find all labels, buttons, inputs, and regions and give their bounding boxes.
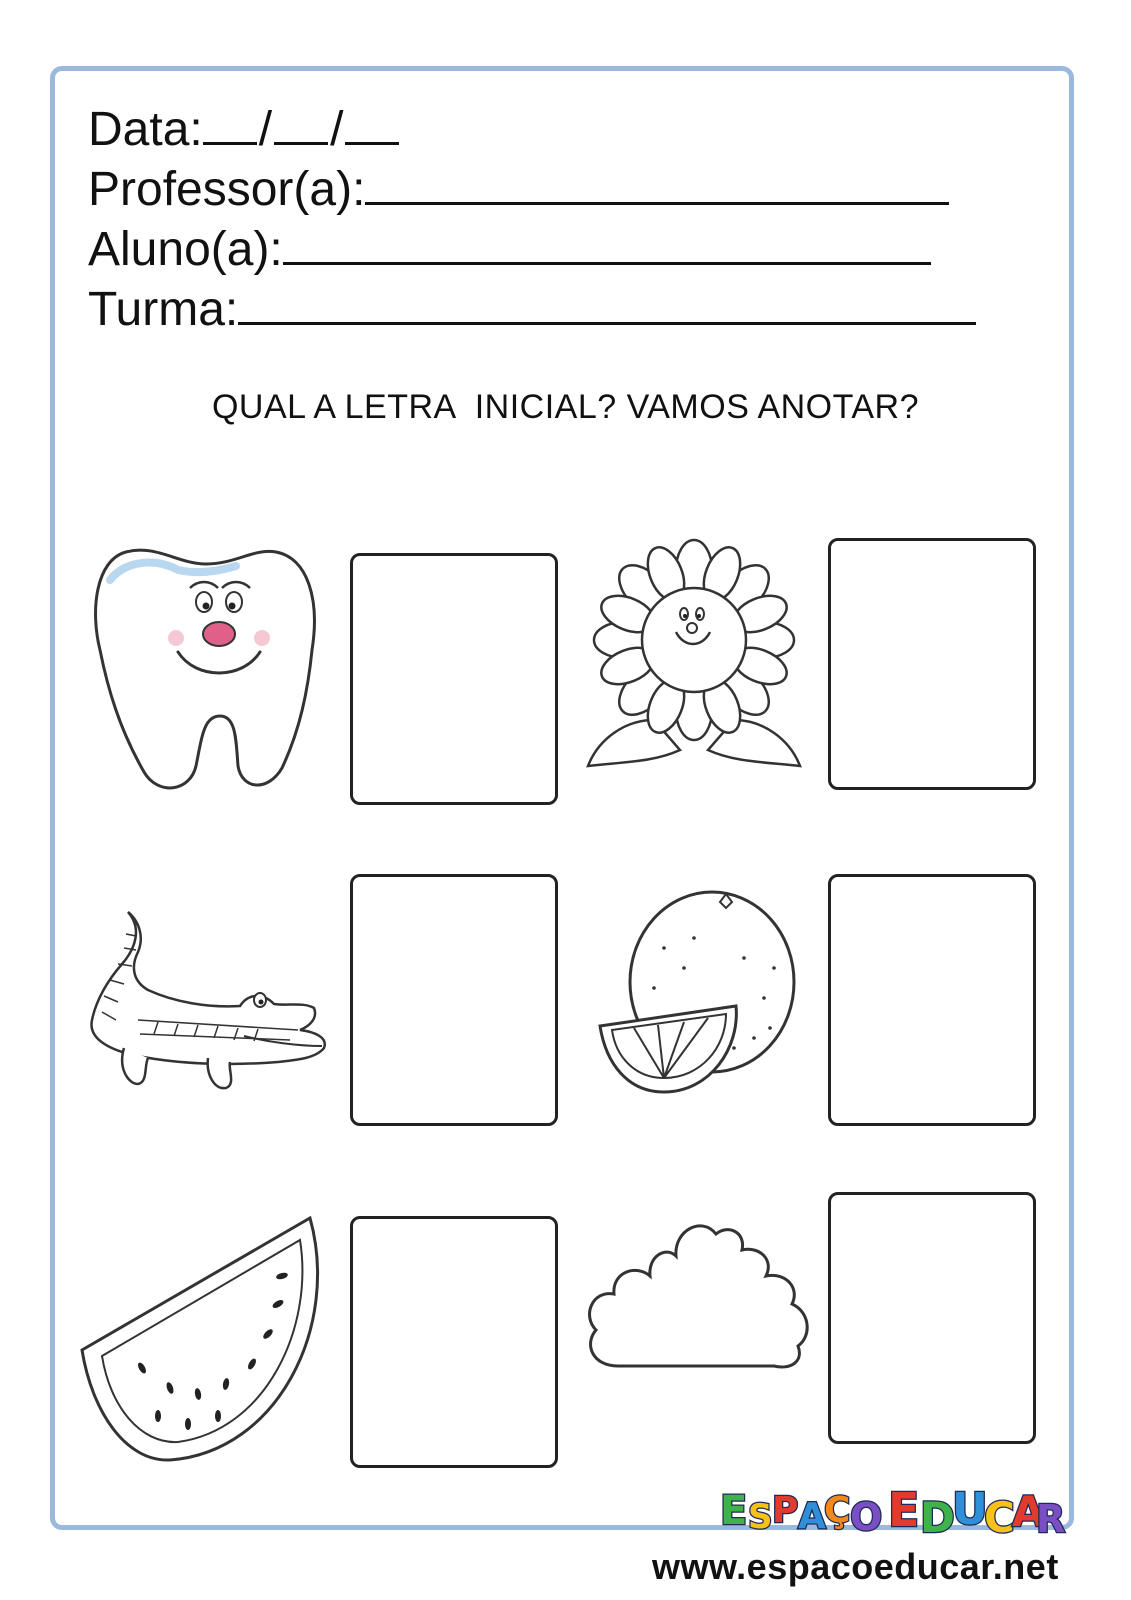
- date-separator: /: [330, 103, 344, 156]
- svg-text:C: C: [984, 1493, 1015, 1542]
- svg-text:D: D: [920, 1493, 955, 1542]
- watermelon-icon: [78, 1216, 332, 1475]
- answer-box[interactable]: [828, 874, 1036, 1126]
- answer-box[interactable]: [350, 553, 558, 805]
- date-year-blank[interactable]: [345, 102, 399, 145]
- svg-text:E: E: [888, 1483, 920, 1537]
- cloud-icon: [578, 1216, 814, 1381]
- svg-text:Ç: Ç: [824, 1490, 851, 1531]
- teacher-field: [88, 162, 949, 218]
- date-label: Data:: [88, 103, 203, 156]
- svg-text:O: O: [850, 1495, 883, 1539]
- svg-text:A: A: [798, 1496, 826, 1537]
- date-month-blank[interactable]: [274, 102, 328, 145]
- class-blank[interactable]: [238, 282, 976, 325]
- answer-box[interactable]: [828, 1192, 1036, 1444]
- date-separator: /: [258, 103, 273, 156]
- svg-text:E: E: [720, 1488, 748, 1534]
- tooth-icon: [86, 540, 322, 805]
- svg-text:S: S: [748, 1497, 773, 1537]
- answer-box[interactable]: [350, 874, 558, 1126]
- espaco-educar-logo: [718, 1476, 1066, 1547]
- student-blank[interactable]: [283, 222, 931, 265]
- student-field: [88, 222, 931, 278]
- svg-text:U: U: [952, 1484, 988, 1535]
- student-label: Aluno(a):: [88, 223, 283, 276]
- class-label: Turma:: [88, 283, 239, 336]
- class-field: [88, 282, 976, 338]
- answer-box[interactable]: [828, 538, 1036, 790]
- svg-text:R: R: [1036, 1497, 1066, 1541]
- date-day-blank[interactable]: [203, 102, 257, 145]
- answer-box[interactable]: [350, 1216, 558, 1468]
- teacher-blank[interactable]: [365, 162, 949, 205]
- flower-icon: [584, 540, 804, 781]
- crocodile-icon: [78, 908, 330, 1103]
- svg-text:A: A: [1012, 1487, 1045, 1536]
- instruction-text: QUAL A LETRA INICIAL? VAMOS ANOTAR?: [211, 388, 920, 426]
- orange-icon: [594, 888, 800, 1105]
- svg-text:P: P: [772, 1490, 799, 1531]
- teacher-label: Professor(a):: [88, 163, 366, 216]
- website-url[interactable]: www.espacoeducar.net: [652, 1546, 1059, 1587]
- date-field: [88, 102, 399, 158]
